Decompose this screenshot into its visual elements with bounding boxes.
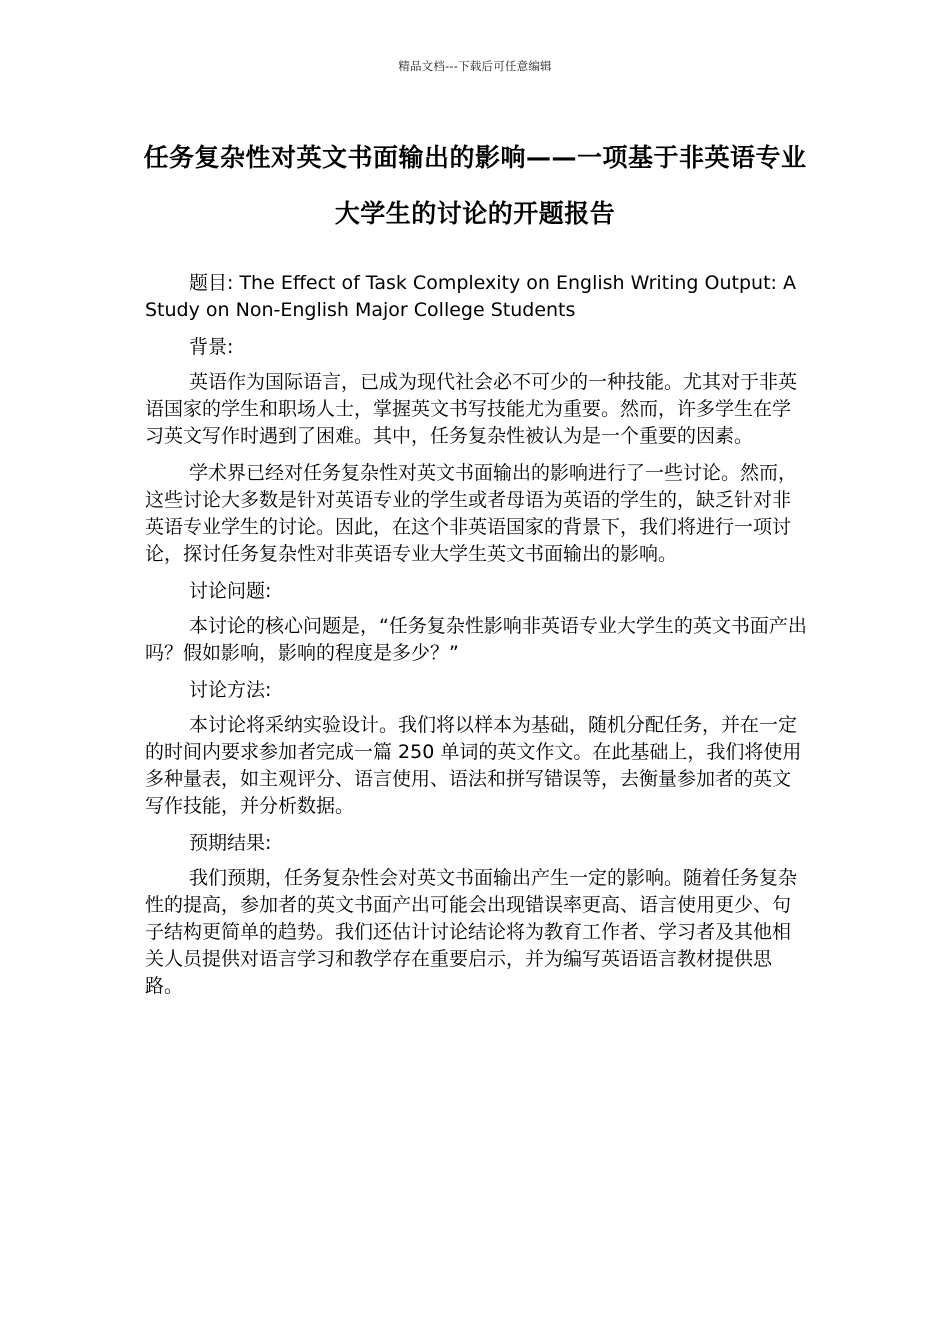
question-heading: 讨论问题: bbox=[189, 580, 272, 602]
question-paragraph: 本讨论的核心问题是，“任务复杂性影响非英语专业大学生的英文书面产出吗？假如影响，影响的程度是多少？” bbox=[145, 615, 807, 664]
results-heading: 预期结果: bbox=[189, 832, 272, 854]
method-heading: 讨论方法: bbox=[189, 679, 272, 701]
document-body bbox=[145, 270, 807, 1010]
results-paragraph: 我们预期，任务复杂性会对英文书面输出产生一定的影响。随着任务复杂性的提高，参加者的英文书面产出可能会出现错误率更高、语言使用更少、句子结构更简单的趋势。我们还估计讨论结论将为教育工作者、学习者及其他相关人员提供对语言学习和教学存在重要启示，并为编写英语语言教材提供思路。 bbox=[145, 867, 798, 997]
background-heading: 背景: bbox=[189, 336, 234, 358]
page-header-watermark: 精品文档---下载后可任意编辑 bbox=[398, 59, 552, 73]
background-paragraph-2: 学术界已经对任务复杂性对英文书面输出的影响进行了一些讨论。然而，这些讨论大多数是针对英语专业的学生或者母语为英语的学生的，缺乏针对非英语专业学生的讨论。因此，在这个非英语国家的背景下，我们将进行一项讨论，探讨任务复杂性对非英语专业大学生英文书面输出的影响。 bbox=[145, 462, 798, 565]
background-paragraph-1: 英语作为国际语言，已成为现代社会必不可少的一种技能。尤其对于非英语国家的学生和职场人士，掌握英文书写技能尤为重要。然而，许多学生在学习英文写作时遇到了困难。其中，任务复杂性被认为是一个重要的因素。 bbox=[145, 371, 798, 447]
topic-paragraph: 题目: The Effect of Task Complexity on English Writing Output: A Study on Non-English Major College Students bbox=[145, 272, 796, 321]
method-paragraph: 本讨论将采纳实验设计。我们将以样本为基础，随机分配任务，并在一定的时间内要求参加者完成一篇 250 单词的英文作文。在此基础上，我们将使用多种量表，如主观评分、语言使用、语法和拼写错误等，去衡量参加者的英文写作技能，并分析数据。 bbox=[145, 714, 802, 817]
document-title: 任务复杂性对英文书面输出的影响——一项基于非英语专业大学生的讨论的开题报告 bbox=[143, 143, 807, 228]
